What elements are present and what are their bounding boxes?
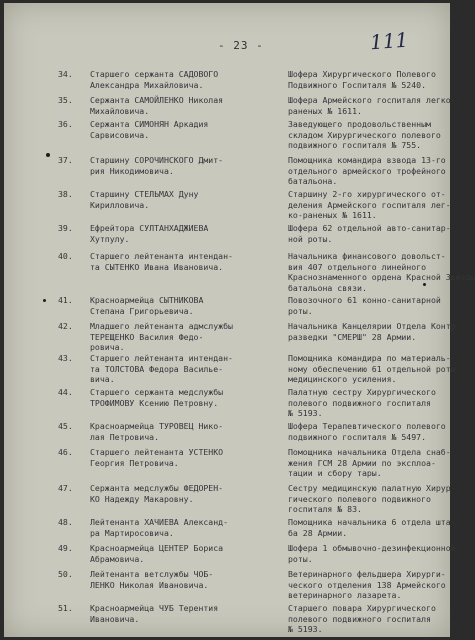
ink-speck: [46, 153, 50, 157]
entry-number: 40.: [58, 251, 73, 261]
entry-number: 37.: [58, 155, 73, 165]
entry-position-line: Помощника начальника Отдела снаб-: [288, 447, 451, 457]
entry-name: [90, 447, 270, 468]
entry-number: 51.: [58, 603, 73, 613]
entry-position-line: роты.: [288, 553, 313, 564]
entry-position: [288, 421, 448, 442]
entry-name-line: Сержанта САМОЙЛЕНКО Николая: [90, 95, 224, 105]
entry-name: [90, 295, 270, 316]
entry-position-line: Шофера 62 отдельной авто-санитар-: [288, 223, 451, 233]
entry-number: 39.: [58, 223, 73, 233]
entry-number: 35.: [58, 95, 73, 105]
entry-position-line: жения ГСМ 28 Армии по эксплоа-: [288, 457, 436, 468]
entry-number: 42.: [58, 321, 73, 331]
entry-position-line: Краснознаменного ордена Красной Звезды: [288, 272, 475, 282]
entry-name-line: вича.: [90, 374, 115, 384]
entry-position-line: гического полевого подвижного: [288, 493, 431, 504]
entry-name: [90, 543, 270, 564]
entry-position: [288, 223, 451, 244]
entry-name: [90, 569, 270, 590]
entry-position: [288, 353, 456, 385]
entry-position-line: деления Армейского госпиталя лег-: [288, 199, 451, 210]
entry-name-line: Кирилловича.: [90, 199, 150, 210]
entry-position: [288, 387, 448, 419]
entry-name-line: Ивановича.: [90, 613, 140, 624]
entry-name: [90, 603, 270, 624]
entry-name: [90, 421, 270, 442]
entry-name-line: рия Никодимовича.: [90, 165, 174, 176]
entry-number: 43.: [58, 353, 73, 363]
entry-position: [288, 321, 461, 342]
entry-number: 46.: [58, 447, 73, 457]
entry-position-line: ческого отделения 138 Армейского: [288, 579, 446, 590]
entry-name-line: Старшего лейтенанта УСТЕНКО: [90, 447, 224, 457]
entry-position-line: Старшину 2-го хирургического от-: [288, 189, 446, 199]
entry-number: 49.: [58, 543, 73, 553]
entry-position-line: Повозочного 61 конно-санитарной: [288, 295, 441, 305]
entry-name-line: Александра Михайловича.: [90, 79, 204, 90]
entry-position-line: медицинского усиления.: [288, 374, 397, 384]
entry-name-line: Младшего лейтенанта адмслужбы: [90, 321, 233, 331]
entry-name-line: Красноармейца ТУРОВЕЦ Нико-: [90, 421, 224, 431]
entry-position: [288, 543, 456, 564]
entry-number: 50.: [58, 569, 73, 579]
entry-name: [90, 353, 270, 385]
entry-position-line: разведки "СМЕРШ" 28 Армии.: [288, 331, 417, 342]
entry-number: 47.: [58, 483, 73, 493]
entry-position-line: госпиталя № 83.: [288, 504, 362, 514]
entry-position-line: ветеринарного лазарета.: [288, 590, 402, 600]
entry-name-line: КО Надежду Макаровну.: [90, 493, 194, 504]
entry-name-line: Хутпулу.: [90, 233, 130, 244]
entry-name-line: ровича.: [90, 342, 125, 352]
entry-name-line: ТРОФИМОВУ Ксению Петровну.: [90, 397, 219, 408]
entry-name-line: Старшину СОРОЧИНСКОГО Дмит-: [90, 155, 224, 165]
entry-position: [288, 483, 456, 515]
entry-position-line: вия 407 отдельного линейного: [288, 261, 427, 272]
entry-name: [90, 251, 270, 272]
entry-position-line: Шофера 1 обмывочно-дезинфекционной: [288, 543, 456, 553]
entry-position-line: батальона связи.: [288, 282, 367, 293]
entry-position-line: батальона.: [288, 176, 338, 186]
entry-number: 48.: [58, 517, 73, 527]
entry-position: [288, 69, 448, 90]
entry-name: [90, 223, 270, 244]
entry-number: 38.: [58, 189, 73, 199]
entry-name-line: ТЕРЕЩЕНКО Василия Федо-: [90, 331, 204, 342]
entry-position-line: ба 28 Армии.: [288, 527, 348, 538]
entry-position-line: Палатную сестру Хирургического: [288, 387, 436, 397]
entry-name: [90, 95, 270, 116]
entry-position-line: отдельного армейского трофейного: [288, 165, 446, 176]
entry-name: [90, 69, 270, 90]
entry-position-line: роты.: [288, 305, 313, 316]
entry-name-line: Старшину СТЕЛЬМАХ Дуну: [90, 189, 199, 199]
entry-position-line: ной роты.: [288, 233, 333, 244]
page-number: - 23 -: [218, 39, 264, 52]
entry-name: [90, 189, 270, 210]
entry-name-line: Красноармейца ЦЕНТЕР Бориса: [90, 543, 224, 553]
entry-name-line: Лейтенанта ХАЧИЕВА Александ-: [90, 517, 229, 527]
entry-position-line: тации и сбору тары.: [288, 468, 382, 478]
entry-position-line: Заведующего продовольственным: [288, 119, 431, 129]
entry-name: [90, 119, 270, 140]
entry-position-line: Начальника финансового довольст-: [288, 251, 446, 261]
entry-number: 36.: [58, 119, 73, 129]
entry-name: [90, 387, 270, 408]
entry-name-line: Ефрейтора СУЛТАНХАДЖИЕВА: [90, 223, 209, 233]
entry-name-line: ра Мартиросовича.: [90, 527, 174, 538]
entry-name-line: Старшего сержанта медслужбы: [90, 387, 224, 397]
entry-position-line: Помощника командира по материаль-: [288, 353, 451, 363]
entry-position-line: ко-раненых № 1611.: [288, 210, 377, 220]
entry-position: [288, 603, 448, 635]
entry-position: [288, 295, 448, 316]
entry-position-line: Шофера Терапевтического полевого: [288, 421, 446, 431]
entry-name-line: Старшего лейтенанта интендан-: [90, 353, 233, 363]
entry-name-line: Михайловича.: [90, 105, 150, 116]
entry-name-line: лая Петровича.: [90, 431, 160, 442]
entry-position-line: полевого подвижного госпиталя: [288, 397, 431, 408]
entry-position: [288, 517, 456, 538]
entry-name-line: Абрамовича.: [90, 553, 145, 564]
entry-position-line: Начальника Канцелярии Отдела Контр-: [288, 321, 461, 331]
entry-position: [288, 155, 448, 187]
entry-name: [90, 483, 270, 504]
entry-name-line: та СЫТЕНКО Ивана Ивановича.: [90, 261, 224, 272]
entry-position: [288, 119, 448, 151]
entry-name-line: Сержанта СИМОНЯН Аркадия: [90, 119, 209, 129]
entry-position-line: раненых № 1611.: [288, 105, 362, 116]
entry-name-line: Красноармейца ЧУБ Терентия: [90, 603, 219, 613]
entry-position-line: Помощника командира взвода 13-го: [288, 155, 446, 165]
entry-position-line: Шофера Армейского госпиталя легко-: [288, 95, 456, 105]
entry-number: 45.: [58, 421, 73, 431]
entry-name-line: та ТОЛСТОВА Федора Василье-: [90, 363, 224, 374]
entry-name-line: Красноармейца СЫТНИКОВА: [90, 295, 204, 305]
entry-position: [288, 189, 451, 221]
entry-position-line: Старшего повара Хирургического: [288, 603, 436, 613]
entry-name-line: Лейтенанта ветслужбы ЧОБ-: [90, 569, 214, 579]
entry-position-line: ному обеспечению 61 отдельной роты: [288, 363, 456, 374]
entry-name-line: Сарвисовича.: [90, 129, 150, 140]
entry-name-line: Степана Григорьевича.: [90, 305, 194, 316]
entry-name-line: ЛЕНКО Николая Ивановича.: [90, 579, 209, 590]
entry-position-line: подвижного госпиталя № 5497.: [288, 431, 427, 442]
entry-name-line: Старшего лейтенанта интендан-: [90, 251, 233, 261]
entry-name-line: Георгия Петровича.: [90, 457, 179, 468]
entry-position: [288, 447, 451, 479]
entry-position-line: № 5193.: [288, 408, 323, 418]
entry-position-line: складом Хирургического полевого: [288, 129, 441, 140]
entry-number: 41.: [58, 295, 73, 305]
entry-position-line: № 5193.: [288, 624, 323, 634]
entry-name: [90, 155, 270, 176]
entry-position-line: Шофера Хирургического Полевого: [288, 69, 436, 79]
entry-name-line: Старшего сержанта САДОВОГО: [90, 69, 219, 79]
entry-position-line: подвижного госпиталя № 755.: [288, 140, 422, 150]
entry-position-line: полевого подвижного госпиталя: [288, 613, 431, 624]
entry-position: [288, 251, 475, 293]
entry-name-line: Сержанта медслужбы ФЕДОРЕН-: [90, 483, 224, 493]
entry-name: [90, 517, 270, 538]
entry-position-line: Помощника начальника 6 отдела шта-: [288, 517, 456, 527]
entry-position: [288, 95, 456, 116]
entry-position-line: Ветеринарного фельдшера Хирурги-: [288, 569, 446, 579]
entry-name: [90, 321, 270, 353]
entry-number: 34.: [58, 69, 73, 79]
entry-position-line: Подвижного Госпиталя № 5240.: [288, 79, 427, 90]
entry-number: 44.: [58, 387, 73, 397]
handwritten-page-number: 111: [369, 27, 409, 55]
ink-speck: [423, 283, 426, 286]
entry-position: [288, 569, 448, 601]
entry-position-line: Сестру медицинскую палатную Хирур-: [288, 483, 456, 493]
document-page: [4, 3, 475, 637]
ink-speck: [43, 299, 46, 302]
